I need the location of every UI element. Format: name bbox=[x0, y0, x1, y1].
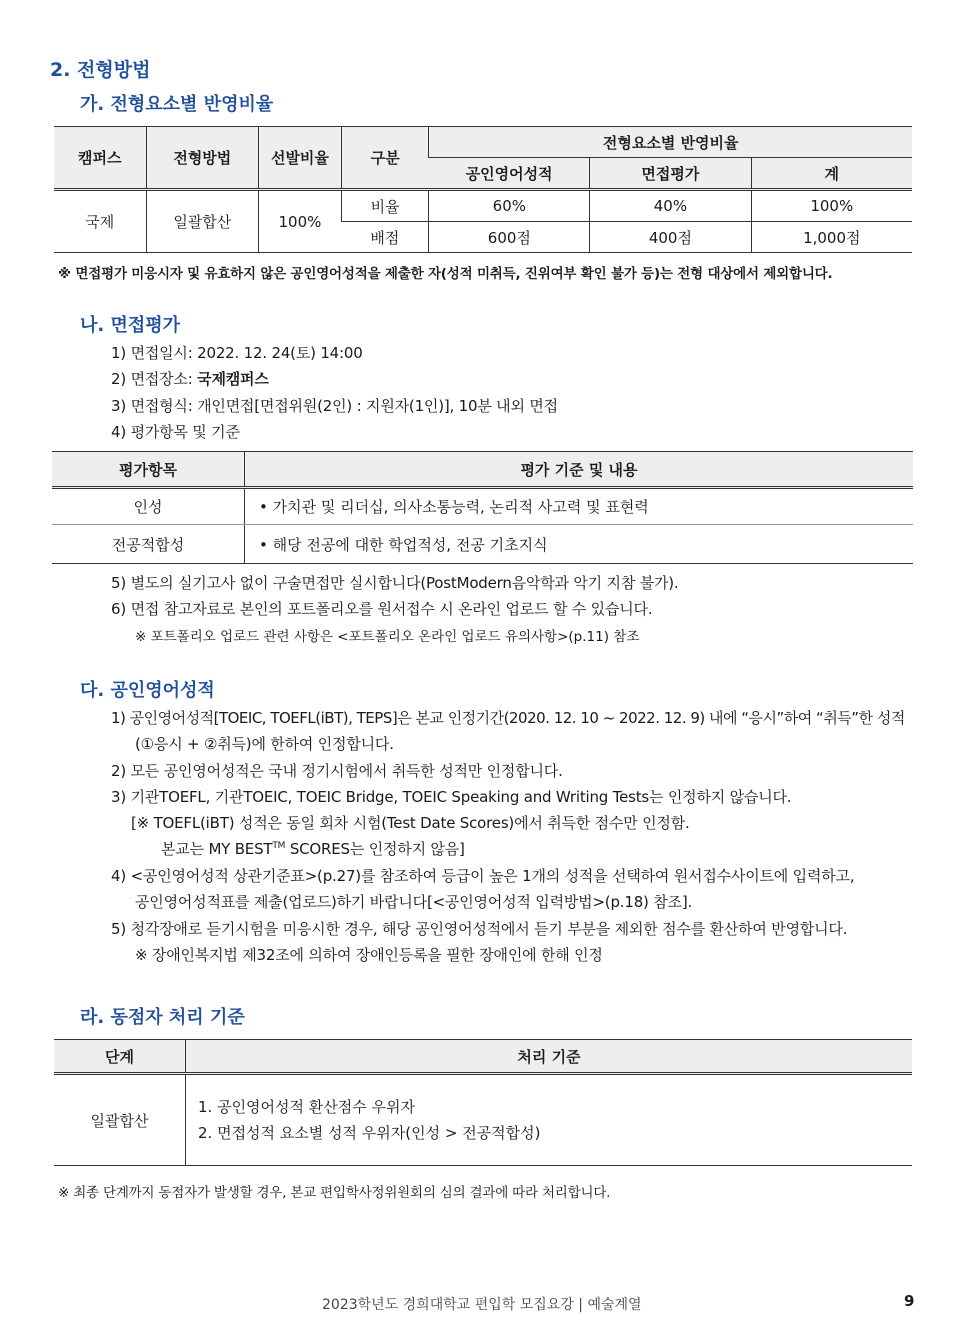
subsection-ra-title: 라. 동점자 처리 기준 bbox=[80, 1007, 245, 1028]
stage-cell: 일괄합산 bbox=[54, 1074, 186, 1166]
english-item: 공인영어성적표를 제출(업로드)하기 바랍니다[<공인영어성적 입력방법>(p.18) 참조]. bbox=[135, 893, 693, 911]
english-item: 2) 모든 공인영어성적은 국내 정기시험에서 취득한 성적만 인정합니다. bbox=[111, 762, 563, 780]
header-stage: 단계 bbox=[54, 1040, 186, 1074]
cell-campus: 국제 bbox=[54, 190, 146, 253]
eval-desc: • 해당 전공에 대한 학업적성, 전공 기초지식 bbox=[259, 535, 548, 554]
cell-english: 600점 bbox=[429, 222, 590, 253]
header-campus: 캠퍼스 bbox=[54, 127, 146, 190]
interview-item: 2) 면접장소: 국제캠퍼스 bbox=[111, 370, 269, 388]
cell-interview: 40% bbox=[590, 190, 751, 222]
subsection-na-title: 나. 면접평가 bbox=[80, 315, 181, 336]
tiebreak-table bbox=[54, 1039, 912, 1166]
cell-label: 비율 bbox=[341, 190, 429, 222]
rule-cell bbox=[186, 1074, 913, 1166]
evaluation-table bbox=[52, 451, 913, 564]
english-item: 본교는 MY BEST™ SCORES는 인정하지 않음] bbox=[161, 840, 465, 858]
english-item: 4) <공인영어성적 상관기준표>(p.27)를 참조하여 등급이 높은 1개의 성적을 선택하여 원서접수사이트에 입력하고, bbox=[111, 867, 855, 885]
interview-item: 3) 면접형식: 개인면접[면접위원(2인) : 지원자(1인)], 10분 내외 면접 bbox=[111, 397, 558, 415]
header-gubun: 구분 bbox=[341, 127, 429, 190]
english-item: [※ TOEFL(iBT) 성적은 동일 회차 시험(Test Date Scores)에서 취득한 점수만 인정함. bbox=[131, 814, 690, 832]
ratio-note: ※ 면접평가 미응시자 및 유효하지 않은 공인영어성적을 제출한 자(성적 미취득, 진위여부 확인 불가 등)는 전형 대상에서 제외합니다. bbox=[58, 266, 833, 282]
cell-method: 일괄합산 bbox=[146, 190, 258, 253]
cell-interview: 400점 bbox=[590, 222, 751, 253]
header-method: 전형방법 bbox=[146, 127, 258, 190]
eval-item: 인성 bbox=[52, 488, 245, 525]
subsection-ga-title: 가. 전형요소별 반영비율 bbox=[80, 94, 274, 115]
english-item: 3) 기관TOEFL, 기관TOEIC, TOEIC Bridge, TOEIC Speaking and Writing Tests는 인정하지 않습니다. bbox=[111, 788, 792, 806]
cell-total: 100% bbox=[751, 190, 912, 222]
header-interview: 면접평가 bbox=[590, 158, 751, 190]
cell-ratio: 100% bbox=[259, 190, 342, 253]
english-item: 5) 청각장애로 듣기시험을 미응시한 경우, 해당 공인영어성적에서 듣기 부분을 제외한 점수를 환산하여 반영합니다. bbox=[111, 920, 848, 938]
interview-item: 5) 별도의 실기고사 없이 구술면접만 실시합니다(PostModern음악학과 악기 지참 불가). bbox=[111, 574, 679, 592]
cell-english: 60% bbox=[429, 190, 590, 222]
place-bold: 국제캠퍼스 bbox=[197, 370, 269, 388]
page-number: 9 bbox=[904, 1292, 915, 1310]
header-english: 공인영어성적 bbox=[429, 158, 590, 190]
cell-label: 배점 bbox=[370, 228, 400, 247]
tiebreak-note: ※ 최종 단계까지 동점자가 발생할 경우, 본교 편입학사정위원회의 심의 결과에 따라 처리합니다. bbox=[58, 1185, 611, 1201]
header-total: 계 bbox=[751, 158, 912, 190]
english-item: (①응시 + ②취득)에 한하여 인정합니다. bbox=[135, 735, 394, 753]
portfolio-note: ※ 포트폴리오 업로드 관련 사항은 <포트폴리오 온라인 업로드 유의사항>(p.11) 참조 bbox=[135, 629, 640, 645]
header-eval-criteria: 평가 기준 및 내용 bbox=[245, 452, 914, 488]
ratio-table bbox=[54, 126, 912, 253]
header-ratio: 선발비율 bbox=[259, 127, 342, 190]
eval-item: 전공적합성 bbox=[52, 525, 245, 564]
header-group: 전형요소별 반영비율 bbox=[429, 127, 912, 158]
eval-desc: • 가치관 및 리더십, 의사소통능력, 논리적 사고력 및 표현력 bbox=[245, 488, 914, 525]
english-item: 1) 공인영어성적[TOEIC, TOEFL(iBT), TEPS]은 본교 인정기간(2020. 12. 10 ~ 2022. 12. 9) 내에 “응시”하여 “취득”한 성적 bbox=[111, 709, 905, 727]
rule-line: 2. 면접성적 요소별 성적 우위자(인성 > 전공적합성) bbox=[198, 1124, 541, 1142]
rule-line: 1. 공인영어성적 환산점수 우위자 bbox=[198, 1098, 415, 1116]
interview-item: 1) 면접일시: 2022. 12. 24(토) 14:00 bbox=[111, 344, 363, 362]
english-item: ※ 장애인복지법 제32조에 의하여 장애인등록을 필한 장애인에 한해 인정 bbox=[135, 946, 603, 964]
cell-total: 1,000점 bbox=[751, 222, 912, 253]
interview-item: 6) 면접 참고자료로 본인의 포트폴리오를 원서접수 시 온라인 업로드 할 수 있습니다. bbox=[111, 600, 653, 618]
header-rule: 처리 기준 bbox=[186, 1040, 913, 1074]
footer-text: 2023학년도 경희대학교 편입학 모집요강 | 예술계열 bbox=[322, 1297, 642, 1313]
interview-item: 4) 평가항목 및 기준 bbox=[111, 423, 240, 441]
subsection-da-title: 다. 공인영어성적 bbox=[80, 680, 215, 701]
section-title: 2. 전형방법 bbox=[50, 59, 151, 81]
header-eval-item: 평가항목 bbox=[52, 452, 245, 488]
